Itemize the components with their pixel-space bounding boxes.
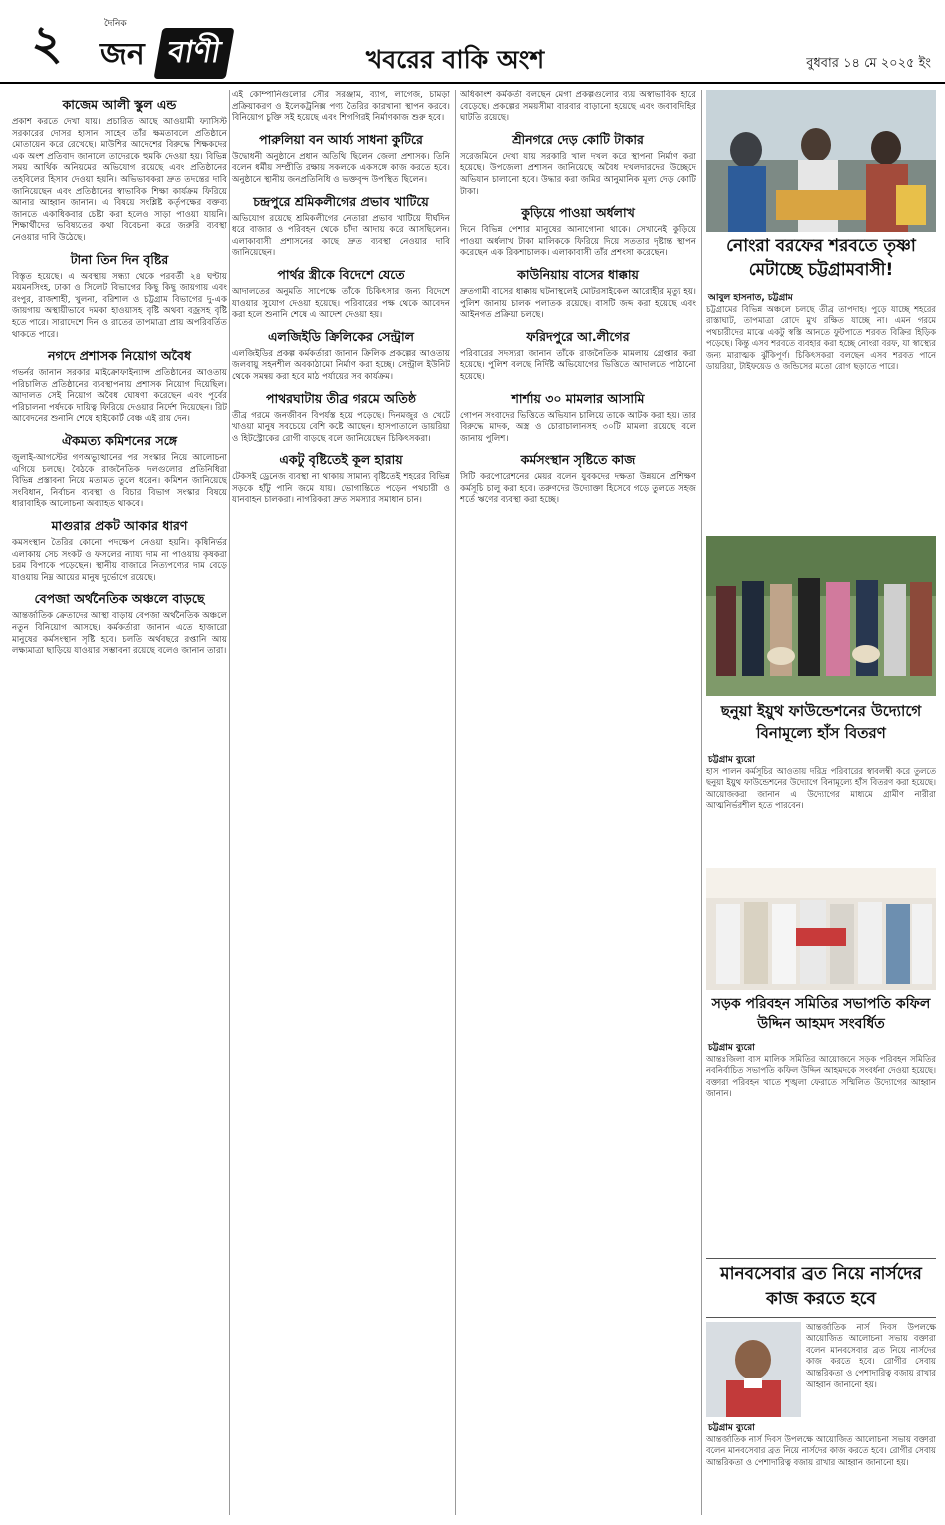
headline-nurses: মানবসেবার ব্রত নিয়ে নার্সদের কাজ করতে হবে xyxy=(706,1262,936,1312)
story2-body: হাস পালন কর্মসূচির আওতায় দরিদ্র পরিবারের স্বাবলম্বী করে তুলতে ছনুয়া ইয়ুথ ফাউন্ডেশনের উদ্যোগে বিনামূল্যে হাঁস বিতরণ করা হয়েছে। আয়োজকরা জানান এ উদ্যোগের মাধ্যমে গ্রামীণ নারীরা আত্মনির্ভরশীল হতে পারবেন। xyxy=(706,766,936,811)
photo-sherbet-vendor xyxy=(706,90,936,232)
article-headline: কুড়িয়ে পাওয়া অর্ধলাখ xyxy=(521,205,635,221)
article-headline: ঐকমত্য কমিশনের সঙ্গে xyxy=(61,433,178,449)
byline-story2: চট্টগ্রাম ব্যুরো xyxy=(708,755,755,765)
article-headline: পাথরঘাটায় তীব্র গরমে অতিষ্ঠ xyxy=(265,390,417,406)
article-body: দ্রুতগামী বাসের ধাক্কায় ঘটনাস্থলেই মোটরসাইকেল আরোহীর মৃত্যু হয়। পুলিশ জানায় চালক পলাতক রয়েছে। বাসটি জব্দ করা হয়েছে এবং আইনগত প্রক্রিয়া চলছে। xyxy=(460,286,696,321)
article-body: এই কোম্পানিগুলোর সৌর সরঞ্জাম, ব্যাগ, লাগেজ, চামড়া প্রক্রিয়াকরণ ও ইলেকট্রনিক্স পণ্য তৈরির কারখানা স্থাপন করবে। বিনিয়োগ চুক্তি সই হয়েছে এবং শিগগিরই নির্মাণকাজ শুরু হবে। xyxy=(232,90,450,124)
article-body: গভর্নর জানান সরকার মাইক্রোফাইন্যান্স প্রতিষ্ঠানের আওতায় পরিচালিত প্রতিষ্ঠানের ব্যবস্থাপনায় প্রশাসক নিয়োগ দিয়েছিল। আদালত সেই নিয়োগ অবৈধ ঘোষণা করেছেন এবং পূর্বের পরিচালনা পর্ষদকে দায়িত্ব ফিরিয়ে দেওয়ার নির্দেশ দিয়েছেন। রিট আবেদনের শুনানি শেষে হাইকোর্ট বেঞ্চ এই রায় দেন। xyxy=(12,368,227,425)
article-body: এলজিইডির প্রকল্প কর্মকর্তারা জানান ক্রিলিক প্রকল্পের আওতায় জলবায়ু সহনশীল অবকাঠামো নির্মাণ করা হচ্ছে। সেন্ট্রাল ইউনিট থেকে সমন্বয় করা হবে মাঠ পর্যায়ের সব কার্যক্রম। xyxy=(232,348,450,382)
article-headline: শার্শায় ৩০ মামলার আসামি xyxy=(511,390,645,406)
headline-duck: ছনুয়া ইয়ুথ ফাউন্ডেশনের উদ্যোগে বিনামূল্যে হাঁস বিতরণ xyxy=(706,700,936,744)
column-rule xyxy=(229,90,230,1515)
article-body: প্রকাশ করতে দেখা যায়। প্রচারিত আছে আওয়ামী ফ্যাসিস্ট সরকারের দোসর হাসান সাহেব তাঁর ক্ষমতাবলে প্রতিষ্ঠানে মোতায়েন করে রেখেছে। মাউশির আদেশের বিরুদ্ধে শিক্ষকদের এক অংশ প্রতিবাদ জানালে তাদেরকে হুমকি দেওয়া হয়। বিভিন্ন সময় আর্থিক অনিয়মের অভিযোগ রয়েছে এবং প্রতিষ্ঠানের তহবিলের হিসাব দেওয়া হয়নি। অভিভাবকরা দ্রুত তদন্তের দাবি জানিয়েছেন এবং প্রতিষ্ঠানের স্বাভাবিক শিক্ষা কার্যক্রম ফিরিয়ে আনার আহ্বান জানান। এ বিষয়ে সংশ্লিষ্ট কর্তৃপক্ষের বক্তব্য জানতে একাধিকবার চেষ্টা করা হলেও সাড়া পাওয়া যায়নি। শিক্ষার্থীদের ভবিষ্যতের কথা বিবেচনা করে জরুরি ব্যবস্থা নেওয়ার দাবি উঠেছে। xyxy=(12,117,227,243)
article-body: দিনে বিভিন্ন পেশার মানুষের আনাগোনা থাকে। সেখানেই কুড়িয়ে পাওয়া অর্ধলাখ টাকা মালিককে ফিরিয়ে দিয়ে সততার দৃষ্টান্ত স্থাপন করেছেন এক রিকশাচালক। এলাকাবাসী তাঁর প্রশংসা করেছেন। xyxy=(460,225,696,259)
article-headline: ফরিদপুরে আ.লীগের xyxy=(526,328,630,344)
page-number: ২ xyxy=(14,10,80,76)
newspaper-logo xyxy=(100,19,248,74)
article-body: টেকসই ড্রেনেজ ব্যবস্থা না থাকায় সামান্য বৃষ্টিতেই শহরের বিভিন্ন সড়কে হাঁটু পানি জমে যায়। ভোগান্তিতে পড়েন পথচারী ও যানবাহন চালকরা। নাগরিকরা দ্রুত সমস্যার সমাধান চান। xyxy=(232,472,450,506)
article-headline: একটু বৃষ্টিতেই কূল হারায় xyxy=(279,452,403,468)
article-headline: কাউনিয়ায় বাসের ধাক্কায় xyxy=(517,266,639,282)
article-headline: শ্রীনগরে দেড় কোটি টাকার xyxy=(512,131,644,147)
story1-body: চট্টগ্রামের বিভিন্ন অঞ্চলে চলছে তীব্র তাপদাহ। পুড়ে যাচ্ছে শহরের রাস্তাঘাট, তাপমাত্রা রোদে মুখ রক্ষিত যাচ্ছে না। এমন গরমে পথচারীদের মাঝে একটু স্বস্তি আনতে ফুটপাতে শরবত বিক্রির হিড়িক পড়েছে। কিন্তু এসব শরবতে ব্যবহার করা হচ্ছে নোংরা বরফ, যা স্বাস্থ্যের জন্য মারাত্মক ঝুঁকিপূর্ণ। চিকিৎসকরা বলছেন এসব শরবত পানে ডায়রিয়া, টাইফয়েড ও জন্ডিসের মতো রোগ ছড়াতে পারে। xyxy=(706,304,936,372)
column-rule xyxy=(455,90,456,1515)
column-2 xyxy=(232,90,450,1515)
byline-story1: আবুল হাসনাত, চট্টগ্রাম xyxy=(708,293,793,303)
article-headline: কাজেম আলী স্কুল এন্ড xyxy=(62,97,177,112)
column-1 xyxy=(12,90,227,1515)
headline-dirty-ice: নোংরা বরফের শরবতে তৃষ্ণা মেটাচ্ছে চট্টগ্রামবাসী! xyxy=(706,234,936,282)
article-headline: টানা তিন দিন বৃষ্টির xyxy=(70,251,169,267)
photo-reception xyxy=(706,868,936,990)
article-headline: কর্মসংস্থান সৃষ্টিতে কাজ xyxy=(520,452,636,468)
byline-story4: চট্টগ্রাম ব্যুরো xyxy=(708,1423,755,1433)
article-body: কমসংস্থান তৈরির কোনো পদক্ষেপ নেওয়া হয়নি। কৃষিনির্ভর এলাকায় সেচ সংকট ও ফসলের ন্যায্য দাম না পাওয়ায় কৃষকরা চরম বিপাকে পড়েছেন। স্থানীয় বাজারে নিত্যপণ্যের দাম বেড়ে যাওয়ায় নিম্ন আয়ের মানুষ দুর্ভোগে রয়েছে। xyxy=(12,538,227,583)
article-headline: বেপজা অর্থনৈতিক অঞ্চলে বাড়ছে xyxy=(34,591,205,607)
logo-jana: জন xyxy=(100,37,145,72)
article-headline: এলজিইডি ক্রিলিকের সেন্ট্রাল xyxy=(268,328,414,344)
article-body: পরিবারের সদস্যরা জানান তাঁকে রাজনৈতিক মামলায় গ্রেপ্তার করা হয়েছে। পুলিশ বলছে নির্দিষ্ট অভিযোগের ভিত্তিতে আদালতে পাঠানো হয়েছে। xyxy=(460,348,696,382)
article-body: আন্তর্জাতিক ক্রেতাদের আস্থা বাড়ায় বেপজা অর্থনৈতিক অঞ্চলে নতুন বিনিয়োগ আসছে। কর্মকর্তারা জানান এতে হাজারো মানুষের কর্মসংস্থান সৃষ্টি হবে। চলতি অর্থবছরে রপ্তানি আয় লক্ষ্যমাত্রা ছাড়িয়ে যাওয়ার সম্ভাবনা রয়েছে বলেও জানান তারা। xyxy=(12,611,227,657)
section-title: খবরের বাকি অংশ xyxy=(365,45,545,74)
article-headline: নগদে প্রশাসক নিয়োগ অবৈধ xyxy=(48,348,191,364)
column-3 xyxy=(460,90,696,1515)
headline-transport: সড়ক পরিবহন সমিতির সভাপতি কফিল উদ্দিন আহমদ সংবর্ধিত xyxy=(706,994,936,1034)
article-headline: পারুলিয়া বন আর্য্য সাধনা কুটিরে xyxy=(259,131,423,147)
column-rule xyxy=(701,90,702,1515)
article-headline: পার্থর স্ত্রীকে বিদেশে যেতে xyxy=(277,266,405,282)
logo-bani: বাণী xyxy=(154,28,235,79)
photo-duck-distribution xyxy=(706,536,936,696)
article-body: অভিযোগ রয়েছে শ্রমিকলীগের নেতারা প্রভাব খাটিয়ে দীর্ঘদিন ধরে বাজার ও পরিবহন থেকে চাঁদা আদায় করে আসছিলেন। এলাকাবাসী প্রশাসনের কাছে দ্রুত ব্যবস্থা নেওয়ার দাবি জানিয়েছেন। xyxy=(232,213,450,259)
logo-daily: দৈনিক xyxy=(104,19,127,29)
dateline: বুধবার ১৪ মে ২০২৫ ইং xyxy=(806,56,931,71)
article-body: সরেজমিনে দেখা যায় সরকারি খাল দখল করে স্থাপনা নির্মাণ করা হয়েছে। উপজেলা প্রশাসন জানিয়েছে অবৈধ দখলদারদের উচ্ছেদে অভিযান চালানো হবে। উদ্ধার করা জমির আনুমানিক মূল্য দেড় কোটি টাকা। xyxy=(460,151,696,197)
article-headline: মাগুরার প্রকট আকার ধারণ xyxy=(51,518,188,534)
article-body: সিটি করপোরেশনের মেয়র বলেন যুবকদের দক্ষতা উন্নয়নে প্রশিক্ষণ কর্মসূচি চালু করা হবে। তরুণদের উদ্যোক্তা হিসেবে গড়ে তুলতে সহজ শর্তে ঋণের ব্যবস্থা করা হচ্ছে। xyxy=(460,472,696,506)
article-body: তীব্র গরমে জনজীবন বিপর্যস্ত হয়ে পড়েছে। দিনমজুর ও খেটে খাওয়া মানুষ সবচেয়ে বেশি কষ্টে আছেন। হাসপাতালে ডায়রিয়া ও হিটস্ট্রোকের রোগী বাড়ছে বলে জানিয়েছেন চিকিৎসকরা। xyxy=(232,410,450,444)
photo-speaker xyxy=(706,1322,801,1417)
article-body: বিস্তৃত হয়েছে। এ অবস্থায় সন্ধ্যা থেকে পরবর্তী ২৪ ঘণ্টায় ময়মনসিংহ, ঢাকা ও সিলেট বিভাগের কিছু কিছু জায়গায় এবং রংপুর, রাজশাহী, খুলনা, বরিশাল ও চট্টগ্রাম বিভাগের দু-এক জায়গায় অস্থায়ীভাবে দমকা হাওয়াসহ বৃষ্টি অথবা বজ্রসহ বৃষ্টি হতে পারে। সারাদেশে দিন ও রাতের তাপমাত্রা প্রায় অপরিবর্তিত থাকতে পারে। xyxy=(12,271,227,340)
article-body: জুলাই-আগস্টের গণঅভ্যুত্থানের পর সংস্কার নিয়ে আলোচনা এগিয়ে চলছে। বৈঠকে রাজনৈতিক দলগুলোর প্রতিনিধিরা বিভিন্ন প্রস্তাবনা নিয়ে মতামত তুলে ধরেন। কমিশন জানিয়েছে সংবিধান, নির্বাচন ব্যবস্থা ও বিচার বিভাগ সংস্কার বিষয়ে ধারাবাহিক আলোচনা অব্যাহত থাকবে। xyxy=(12,453,227,510)
story4-body-b: আন্তর্জাতিক নার্স দিবস উপলক্ষে আয়োজিত আলোচনা সভায় বক্তারা বলেন মানবসেবার ব্রত নিয়ে নার্সদের কাজ করতে হবে। রোগীর সেবায় আন্তরিকতা ও পেশাদারিত্ব বজায় রাখার আহ্বান জানানো হয়। xyxy=(706,1434,936,1467)
article-headline: চন্দ্রপুরে শ্রমিকলীগের প্রভাব খাটিয়ে xyxy=(253,193,429,209)
article-body: উদ্বোধনী অনুষ্ঠানে প্রধান অতিথি ছিলেন জেলা প্রশাসক। তিনি বলেন ধর্মীয় সম্প্রীতি রক্ষায় সকলকে একসঙ্গে কাজ করতে হবে। অনুষ্ঠানে স্থানীয় জনপ্রতিনিধি ও ভক্তবৃন্দ উপস্থিত ছিলেন। xyxy=(232,151,450,185)
story3-body: আন্তঃজিলা বাস মালিক সমিতির আয়োজনে সড়ক পরিবহন সমিতির নবনির্বাচিত সভাপতি কফিল উদ্দিন আহমদকে সংবর্ধনা দেওয়া হয়েছে। বক্তারা পরিবহন খাতে শৃঙ্খলা ফেরাতে সম্মিলিত উদ্যোগের আহ্বান জানান। xyxy=(706,1054,936,1099)
article-body: গোপন সংবাদের ভিত্তিতে অভিযান চালিয়ে তাকে আটক করা হয়। তার বিরুদ্ধে মাদক, অস্ত্র ও চোরাচালানসহ ৩০টি মামলা রয়েছে বলে জানায় পুলিশ। xyxy=(460,410,696,444)
article-body: অধিকাংশ কর্মকর্তা বলছেন মেগা প্রকল্পগুলোর ব্যয় অস্বাভাবিক হারে বেড়েছে। প্রকল্পের সময়সীমা বারবার বাড়ানো হয়েছে এবং জবাবদিহির ঘাটতি রয়েছে। xyxy=(460,90,696,124)
story4-body-a: আন্তর্জাতিক নার্স দিবস উপলক্ষে আয়োজিত আলোচনা সভায় বক্তারা বলেন মানবসেবার ব্রত নিয়ে নার্সদের কাজ করতে হবে। রোগীর সেবায় আন্তরিকতা ও পেশাদারিত্ব বজায় রাখার আহ্বান জানানো হয়। xyxy=(806,1322,936,1390)
masthead xyxy=(0,0,945,84)
article-body: আদালতের অনুমতি সাপেক্ষে তাঁকে চিকিৎসার জন্য বিদেশে যাওয়ার সুযোগ দেওয়া হয়েছে। পরিবারের পক্ষ থেকে আবেদন করা হলে শুনানি শেষে এ আদেশ দেওয়া হয়। xyxy=(232,286,450,321)
byline-story3: চট্টগ্রাম ব্যুরো xyxy=(708,1043,755,1053)
